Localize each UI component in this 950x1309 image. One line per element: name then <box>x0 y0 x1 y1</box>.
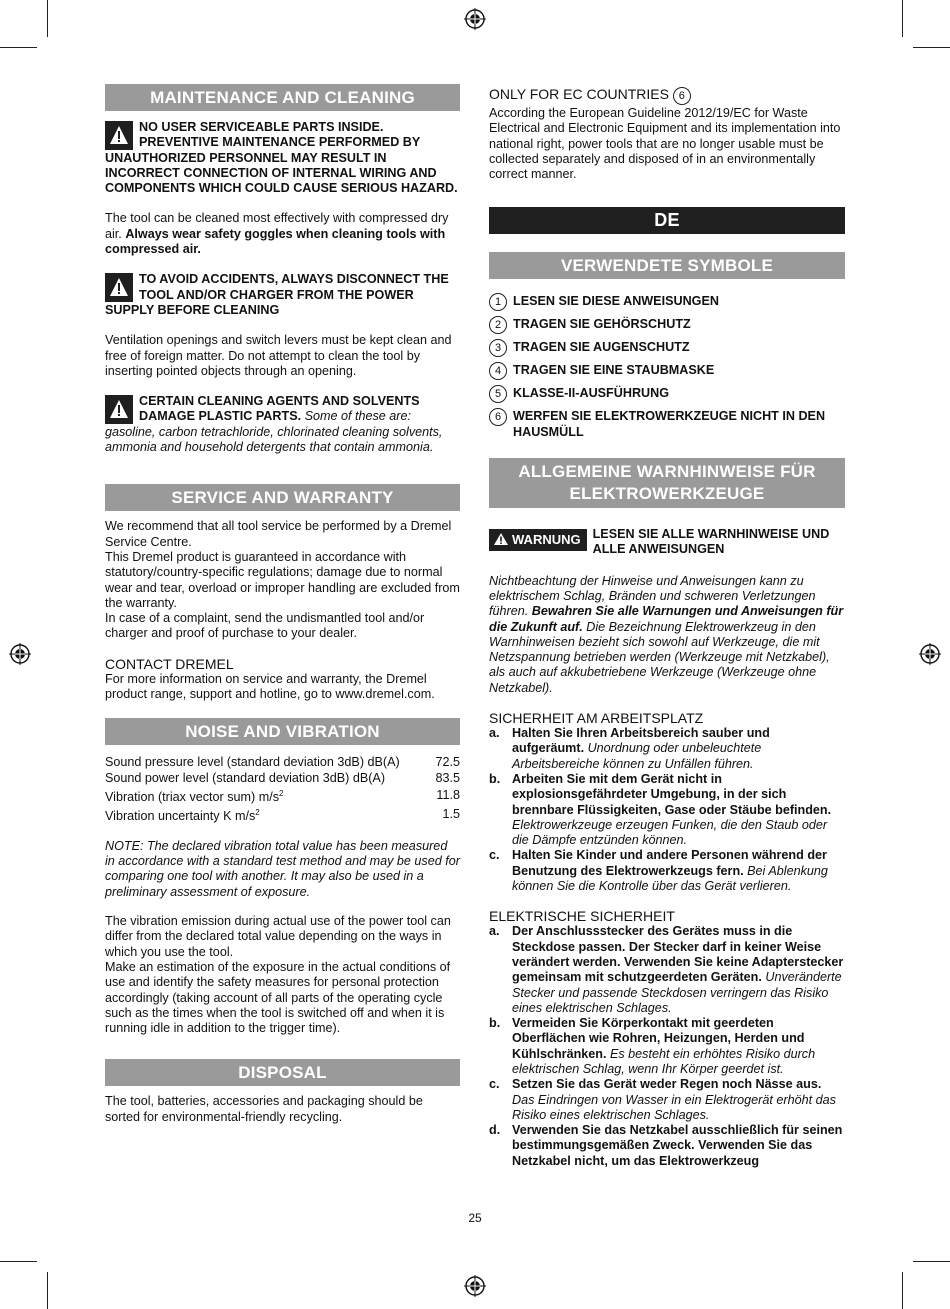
registration-mark-icon <box>464 1275 486 1297</box>
warning-triangle-icon <box>105 273 133 302</box>
table-value: 83.5 <box>435 770 460 785</box>
crop-mark <box>913 1261 950 1262</box>
exposure-paragraph: Make an estimation of the exposure in the actual conditions of use and identify the safety measures for personal protection accordingly (taking account of all parts of the operating cycle such as the times when the tool is switched off and when it is running idle in addition to the trigger time). <box>105 959 451 1036</box>
list-italic-text: Bei Ablenkung können Sie die Kontrolle über das Gerät verlieren. <box>512 863 828 894</box>
list-letter: a. <box>489 726 500 741</box>
contact-heading: CONTACT DREMEL <box>105 655 234 672</box>
right-column <box>489 86 845 1169</box>
list-item <box>489 1123 845 1169</box>
intro-italic-text: Die Bezeichnung Elektrowerkzeug in den Warnhinweisen bezieht sich sowohl auf Werkzeuge, die mit Netzspannung betrieben werden (Werkzeuge mit Netzkabel), als auch auf akkubetriebene Werkzeuge (Werkzeuge ohne Netzkabel). <box>489 619 830 695</box>
crop-mark <box>902 0 903 37</box>
circled-number: 1 <box>489 293 507 311</box>
list-bold-text: Vermeiden Sie Körperkontakt mit geerdeten Oberflächen wie Rohren, Heizungen, Herden und Kühlschränken. <box>512 1016 805 1061</box>
crop-mark <box>902 1272 903 1309</box>
circled-number: 2 <box>489 316 507 334</box>
service-paragraph-2: This Dremel product is guaranteed in accordance with statutory/country-specific regulations; damage due to normal wear and tear, overload or improper handling are excluded from the warranty. <box>105 549 460 610</box>
warning-triangle-icon <box>494 533 508 545</box>
paragraph-text: The tool can be cleaned most effectively with compressed dry air. <box>105 211 449 241</box>
general-warnings-heading: ALLGEMEINE WARNHINWEISE FÜR ELEKTROWERKZEUGE <box>489 458 845 508</box>
list-item-text <box>512 1077 845 1123</box>
list-bold-text: Halten Sie Ihren Arbeitsbereich sauber und aufgeräumt. <box>512 726 770 756</box>
warnung-label <box>489 529 587 551</box>
maintenance-heading: MAINTENANCE AND CLEANING <box>105 84 460 111</box>
ec-text: According the European Guideline 2012/19/EC for Waste Electrical and Electronic Equipment and its implementation into national right, power tools that are no longer usable must be collected separately and disposed of in an environmentally correct manner. <box>489 106 841 182</box>
intro-italic-text: Nichtbeachtung der Hinweise und Anweisungen kann zu elektrischem Schlag, Bränden und schweren Verletzungen führen. <box>489 573 816 619</box>
warning-text: NO USER SERVICEABLE PARTS INSIDE. PREVENTIVE MAINTENANCE PERFORMED BY UNAUTHORIZED PERSONNEL MAY RESULT IN INCORRECT CONNECTION OF INTERNAL WIRING AND COMPONENTS WHICH COULD CAUSE SERIOUS HAZARD. <box>105 120 458 196</box>
registration-mark-icon <box>464 8 486 30</box>
page-number: 25 <box>468 1211 482 1225</box>
ec-heading <box>489 86 845 105</box>
service-paragraph: We recommend that all tool service be performed by a Dremel Service Centre. <box>105 519 452 549</box>
electrical-list <box>489 924 845 1169</box>
list-bold-text: Arbeiten Sie mit dem Gerät nicht in explosionsgefährdeter Umgebung, in der sich brennbare Flüssigkeiten, Gase oder Stäube befinden. <box>512 771 832 817</box>
list-italic-text: Das Eindringen von Wasser in ein Elektrogerät erhöht das Risiko eines elektrischen Schlages. <box>512 1092 836 1122</box>
crop-mark <box>47 0 48 37</box>
list-item-text <box>512 848 845 894</box>
maintenance-warning-2 <box>105 272 460 318</box>
service-heading: SERVICE AND WARRANTY <box>105 484 460 511</box>
table-value: 11.8 <box>436 788 460 802</box>
list-italic-text: Elektrowerkzeuge erzeugen Funken, die den Staub oder die Dämpfe entzünden können. <box>512 817 828 848</box>
table-label-cell <box>105 805 433 824</box>
list-bold-text: Der Anschlussstecker des Gerätes muss in die Steckdose passen. Der Stecker darf in keiner Weise verändert werden. Verwenden Sie keine Adapterstecker gemeinsam mit schutzgeerdeten Geräten. <box>512 924 844 985</box>
ventilation-paragraph: Ventilation openings and switch levers must be kept clean and free of foreign matter. Do not attempt to clean the tool by inserting pointed objects through an opening. <box>105 333 452 378</box>
workplace-list <box>489 726 845 894</box>
list-item <box>489 294 845 311</box>
list-item <box>489 772 845 848</box>
intro-bold-text: Bewahren Sie alle Warnungen und Anweisungen für die Zukunft auf. <box>489 604 844 634</box>
table-row <box>105 755 460 770</box>
list-item-text: KLASSE-II-AUSFÜHRUNG <box>513 386 670 401</box>
list-letter: d. <box>489 1123 501 1138</box>
warnung-label-text: WARNUNG <box>512 532 581 548</box>
warnung-text: LESEN SIE ALLE WARNHINWEISE UND ALLE ANWEISUNGEN <box>592 527 830 557</box>
maintenance-warning-3 <box>105 394 460 455</box>
warning-text <box>105 394 460 455</box>
list-letter: b. <box>489 771 501 786</box>
left-column <box>105 84 460 1125</box>
list-item-text <box>512 1016 845 1077</box>
list-item <box>489 924 845 1016</box>
warning-triangle-icon <box>105 395 133 424</box>
list-letter: c. <box>489 1077 500 1092</box>
table-row <box>105 805 460 824</box>
disposal-text: The tool, batteries, accessories and packaging should be sorted for environmental-friendly recycling. <box>105 1094 423 1124</box>
table-label: Vibration (triax vector sum) m/s <box>105 790 280 805</box>
list-item-text: TRAGEN SIE AUGENSCHUTZ <box>513 340 690 355</box>
list-item <box>489 386 845 403</box>
list-item <box>489 726 845 772</box>
list-italic-text: Unveränderte Stecker und passende Steckdosen verringern das Risiko eines elektrischen Schlages. <box>512 970 842 1015</box>
circled-number: 5 <box>489 385 507 403</box>
contact-text: For more information on service and warranty, the Dremel product range, support and hotline, go to www.dremel.com. <box>105 671 435 702</box>
list-item-text <box>512 726 845 772</box>
list-item <box>489 1016 845 1077</box>
list-item-text <box>512 772 845 848</box>
disposal-heading: DISPOSAL <box>105 1059 460 1086</box>
ec-heading-text: ONLY FOR EC COUNTRIES <box>489 86 669 102</box>
circled-number: 6 <box>673 87 691 105</box>
crop-mark <box>47 1272 48 1309</box>
warning-bold-text: CERTAIN CLEANING AGENTS AND SOLVENTS DAMAGE PLASTIC PARTS. <box>139 394 420 424</box>
table-label: Vibration uncertainty K m/s <box>105 809 256 824</box>
list-letter: b. <box>489 1016 501 1031</box>
list-italic-text: Unordnung oder unbeleuchtete Arbeitsbereiche können zu Unfällen führen. <box>512 741 762 771</box>
vibration-paragraph: The vibration emission during actual use of the power tool can differ from the declared total value depending on the ways in which you use the tool. <box>105 914 451 959</box>
general-intro <box>489 574 845 696</box>
list-item-text: WERFEN SIE ELEKTROWERKZEUGE NICHT IN DEN HAUSMÜLL <box>513 409 826 439</box>
list-item-text: TRAGEN SIE GEHÖRSCHUTZ <box>513 317 691 332</box>
warning-triangle-icon <box>105 121 133 150</box>
list-letter: c. <box>489 848 500 863</box>
list-item <box>489 363 845 380</box>
superscript: 2 <box>279 788 284 798</box>
electrical-heading: ELEKTRISCHE SICHERHEIT <box>489 908 675 925</box>
maintenance-warning-1 <box>105 120 460 196</box>
symbols-heading: VERWENDETE SYMBOLE <box>489 252 845 279</box>
crop-mark <box>0 47 37 48</box>
paragraph-bold-text: Always wear safety goggles when cleaning tools with compressed air. <box>105 226 446 257</box>
list-item-text: TRAGEN SIE EINE STAUBMASKE <box>513 363 715 378</box>
noise-note: NOTE: The declared vibration total value has been measured in accordance with a standard test method and may be used for comparing one tool with another. It may also be used in a preliminary assessment of exposure. <box>105 838 460 899</box>
table-label: Sound pressure level (standard deviation 3dB) dB(A) <box>105 755 400 770</box>
table-value: 1.5 <box>442 807 460 822</box>
list-item-text <box>512 924 845 1016</box>
list-item-text: LESEN SIE DIESE ANWEISUNGEN <box>513 294 719 309</box>
crop-mark <box>913 47 950 48</box>
registration-mark-icon <box>9 643 31 665</box>
crop-mark <box>0 1261 37 1262</box>
noise-heading: NOISE AND VIBRATION <box>105 718 460 745</box>
workplace-heading: SICHERHEIT AM ARBEITSPLATZ <box>489 710 704 727</box>
table-label: Sound power level (standard deviation 3dB) dB(A) <box>105 770 386 785</box>
table-row <box>105 786 460 805</box>
list-bold-text: Setzen Sie das Gerät weder Regen noch Nässe aus. <box>512 1077 822 1092</box>
circled-number: 3 <box>489 339 507 357</box>
list-italic-text: Es besteht ein erhöhtes Risiko durch elektrischen Schlag, wenn Ihr Körper geerdet ist. <box>512 1046 816 1076</box>
circled-number: 6 <box>489 408 507 426</box>
language-heading: DE <box>489 207 845 234</box>
list-item <box>489 409 845 440</box>
table-row <box>105 771 460 786</box>
table-label-cell <box>105 786 433 805</box>
table-value: 72.5 <box>435 755 460 770</box>
cleaning-paragraph <box>105 211 460 257</box>
list-item-text <box>512 1123 845 1169</box>
noise-table <box>105 755 460 825</box>
list-letter: a. <box>489 924 500 939</box>
list-item <box>489 1077 845 1123</box>
registration-mark-icon <box>919 643 941 665</box>
list-bold-text: Halten Sie Kinder und andere Personen während der Benutzung des Elektrowerkzeugs fern. <box>512 848 827 878</box>
symbols-list <box>489 294 845 440</box>
service-paragraph-3: In case of a complaint, send the undismantled tool and/or charger and proof of purchase to your dealer. <box>105 611 425 641</box>
list-item <box>489 848 845 894</box>
warning-text: TO AVOID ACCIDENTS, ALWAYS DISCONNECT THE TOOL AND/OR CHARGER FROM THE POWER SUPPLY BEFORE CLEANING <box>105 272 449 317</box>
list-item <box>489 317 845 334</box>
circled-number: 4 <box>489 362 507 380</box>
warnung-block <box>489 527 845 558</box>
superscript: 2 <box>255 808 260 818</box>
list-bold-text: Verwenden Sie das Netzkabel ausschließlich für seinen bestimmungsgemäßen Zweck. Verwenden Sie das Netzkabel nicht, um das Elektrowerkzeug <box>512 1123 843 1168</box>
warning-italic-text: Some of these are: gasoline, carbon tetrachloride, chlorinated cleaning solvents, ammonia and household detergents that contain ammonia. <box>105 409 443 455</box>
list-item <box>489 340 845 357</box>
